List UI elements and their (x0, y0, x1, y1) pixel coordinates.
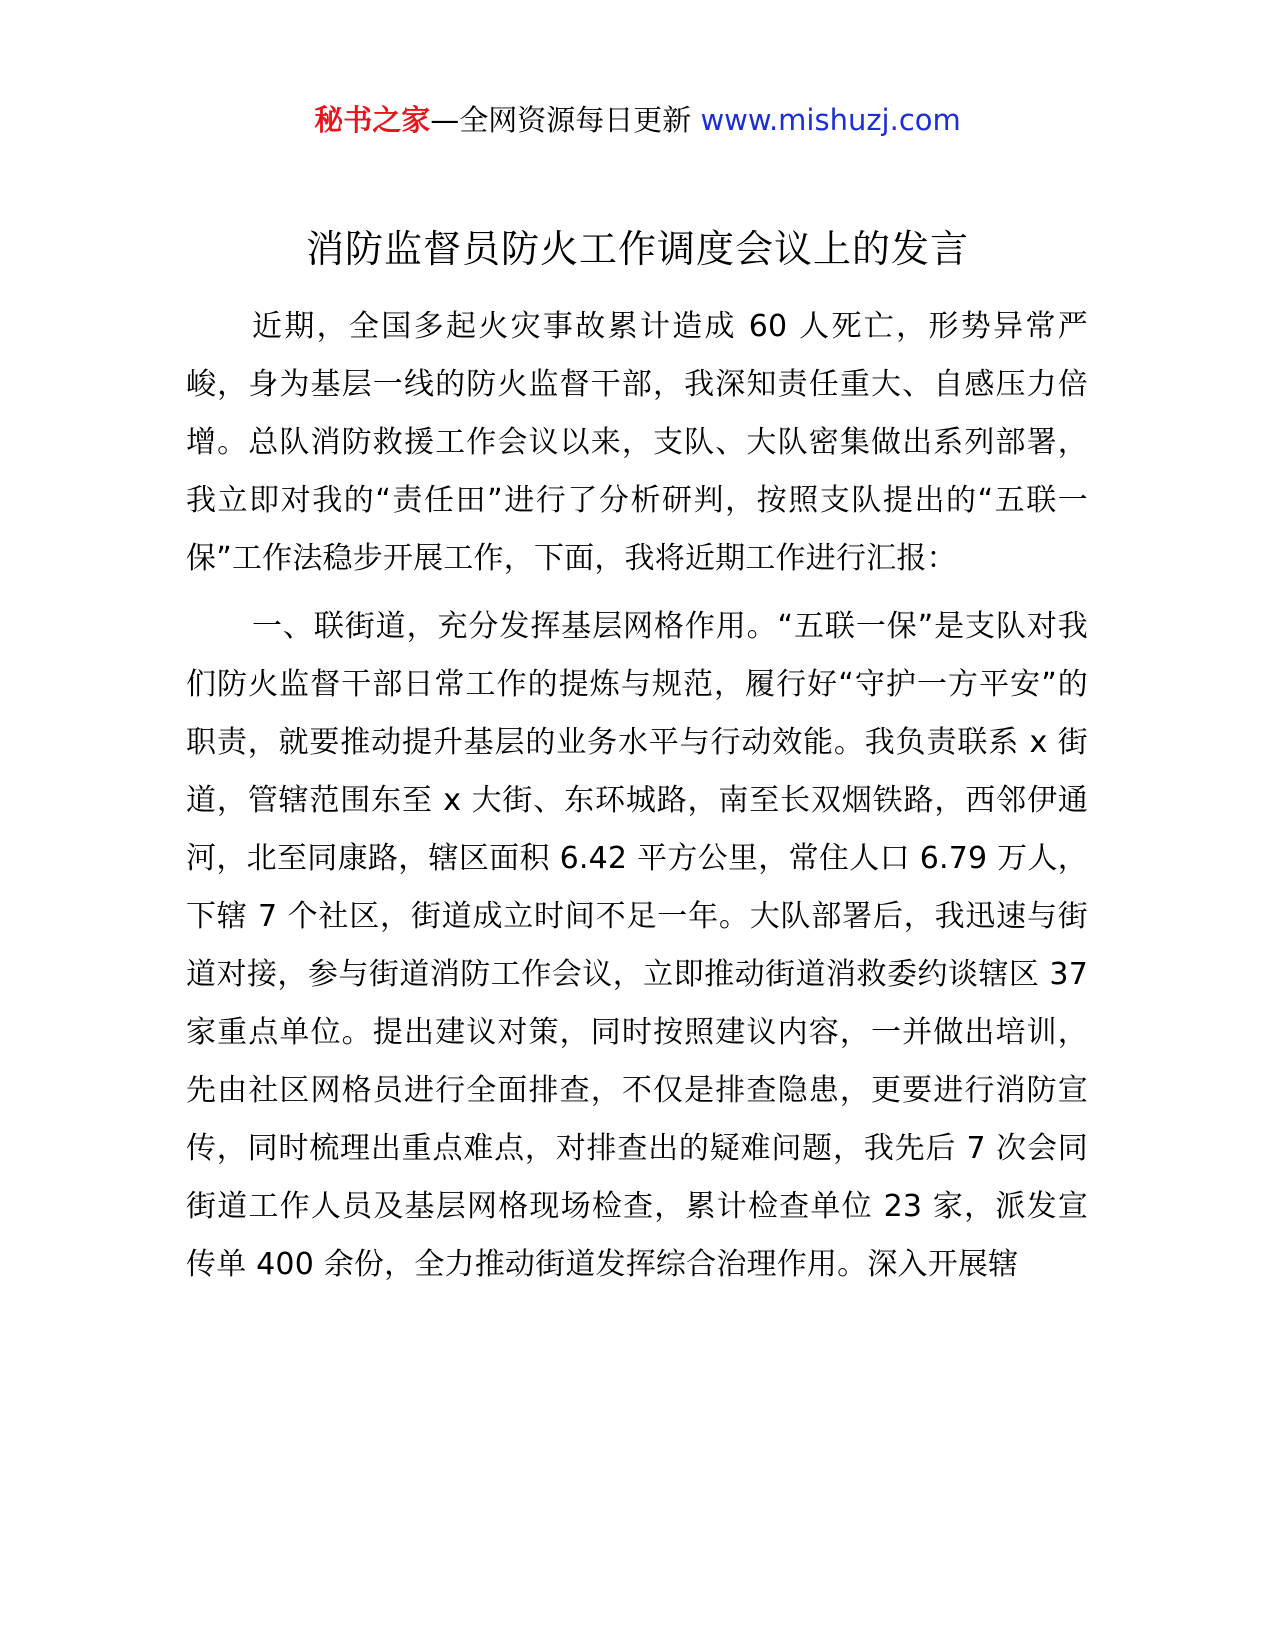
brand-name: 秘书之家 (314, 103, 431, 137)
site-url-link[interactable]: www.mishuzj.com (700, 103, 961, 137)
header-slogan: —全网资源每日更新 (430, 103, 701, 137)
paragraph-section-1: 一、联街道，充分发挥基层网格作用。“五联一保”是支队对我们防火监督干部日常工作的提炼与规范，履行好“守护一方平安”的职责，就要推动提升基层的业务水平与行动效能。我负责联系 x 街道，管辖范围东至 x 大街、东环城路，南至长双烟铁路，西邻伊通河，北至同康路，辖区面积 6.42 平方公里，常住人口 6.79 万人，下辖 7 个社区，街道成立时间不足一年。大队部署后，我迅速与街道对接，参与街道消防工作会议，立即推动街道消救委约谈辖区 37 家重点单位。提出建议对策，同时按照建议内容，一并做出培训，先由社区网格员进行全面排查，不仅是排查隐患，更要进行消防宣传，同时梳理出重点难点，对排查出的疑难问题，我先后 7 次会同街道工作人员及基层网格现场检查，累计检查单位 23 家，派发宣传单 400 余份，全力推动街道发挥综合治理作用。深入开展辖 (186, 609, 1088, 1282)
document-title: 消防监督员防火工作调度会议上的发言 (305, 227, 969, 271)
document-body (186, 298, 1088, 1294)
paragraph-intro: 近期，全国多起火灾事故累计造成 60 人死亡，形势异常严峻，身为基层一线的防火监督干部，我深知责任重大、自感压力倍增。总队消防救援工作会议以来，支队、大队密集做出系列部署，我立即对我的“责任田”进行了分析研判，按照支队提出的“五联一保”工作法稳步开展工作，下面，我将近期工作进行汇报： (186, 309, 1088, 576)
site-header (0, 100, 1275, 140)
